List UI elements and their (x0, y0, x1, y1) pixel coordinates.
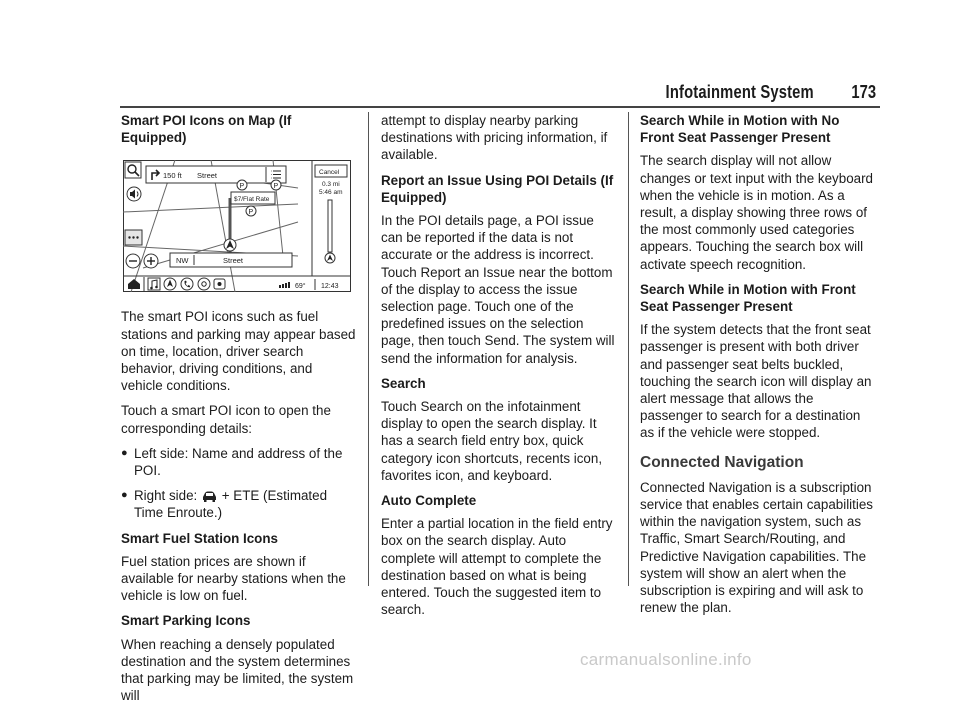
section-heading-connected-navigation: Connected Navigation (640, 453, 804, 471)
subheading-auto-complete: Auto Complete (381, 493, 477, 509)
zoom-out-icon[interactable] (126, 254, 140, 268)
paragraph: Connected Navigation is a subscription service that enables certain capabilities within the navigation system, such as Traffic, Smart Search/Routing, and Predictive Navigation capabilities. The system will show an alert when the subscription is expiring and will ask to renew the plan. (640, 479, 873, 616)
eta-time: 5:46 am (319, 189, 343, 197)
watermark: carmanualsonline.info (580, 650, 752, 669)
more-options-icon[interactable] (125, 230, 142, 245)
audio-speaker-icon[interactable] (127, 187, 141, 201)
parking-price-label[interactable] (231, 192, 275, 204)
nav-map-svg (123, 160, 351, 292)
paragraph: The smart POI icons such as fuel stations and parking may appear based on time, location, driver search behavior, driving conditions, and vehicle conditions. (121, 309, 356, 394)
eta-distance: 0.3 mi (322, 181, 340, 189)
parking-poi-icon[interactable] (271, 180, 281, 190)
paragraph: Enter a partial location in the field entry box on the search display. Auto complete will attempt to complete the destination based on what is being entered. Touch the suggested item to search. (381, 516, 613, 618)
svg-text:P: P (239, 183, 245, 191)
search-icon[interactable] (125, 162, 141, 178)
column-1 (121, 112, 357, 712)
maneuver-street: Street (197, 171, 218, 181)
trip-progress-bar (328, 200, 332, 252)
paragraph: In the POI details page, a POI issue can be reported if the data is not accurate or the address is incorrect. Touch Report an Issue near the bottom of the display to access the issue selection page. Touch one of the predefined issues on the selection page, then touch Send. The system will send the information for analysis. (381, 213, 615, 366)
column-2 (381, 112, 617, 626)
bullet-prefix: Right side: (134, 488, 198, 504)
parking-poi-icon[interactable] (246, 206, 256, 216)
music-icon[interactable] (148, 278, 160, 290)
temperature: 69° (295, 283, 306, 291)
subheading-front-passenger: Search While in Motion with Front Seat Passenger Present (640, 281, 856, 315)
subheading-report-issue: Report an Issue Using POI Details (If Equipped) (381, 172, 614, 205)
zoom-in-icon[interactable] (144, 254, 158, 268)
svg-text:P: P (273, 183, 279, 191)
page-header (0, 76, 880, 106)
column-3 (640, 112, 876, 624)
column-divider (368, 112, 369, 586)
maneuver-bar[interactable] (146, 166, 286, 183)
nav-map-illustration (123, 160, 351, 292)
parking-poi-icon[interactable] (237, 180, 247, 190)
paragraph: When reaching a densely populated destination and the system determines that parking may be limited, the system will (121, 636, 354, 704)
heading-label: NW (176, 256, 189, 266)
subheading-fuel: Smart Fuel Station Icons (121, 530, 278, 546)
vehicle-position-icon (224, 239, 236, 251)
maneuver-distance: 150 ft (163, 171, 182, 181)
subheading-parking: Smart Parking Icons (121, 613, 251, 629)
projection-icon[interactable] (198, 278, 210, 290)
bullet-suffix: + ETE (Estimated Time Enroute.) (134, 488, 328, 521)
car-icon (202, 490, 217, 502)
section-heading-smart-poi: Smart POI Icons on Map (If Equipped) (121, 113, 292, 146)
paragraph: The search display will not allow changes or text input with the keyboard when the vehicle is in motion. As a result, a display showing three rows of the most commonly used categories appears. Touching the search box will activate speech recognition. (640, 153, 873, 272)
camera-icon[interactable] (214, 279, 225, 289)
paragraph: Fuel station prices are shown if available for nearby stations when the vehicle is low on fuel. (121, 553, 346, 604)
svg-text:Cancel: Cancel (319, 169, 340, 177)
paragraph: If the system detects that the front seat passenger is present with both driver and passenger seat belts buckled, touching the search icon will display an alert message that allows the passenger to search for a destination as if the vehicle were stopped. (640, 322, 872, 441)
bullet-dot: ● (121, 446, 128, 459)
subheading-search: Search (381, 375, 426, 391)
bullet-dot: ● (121, 489, 128, 502)
current-street: Street (223, 256, 244, 266)
bullet-item (121, 445, 357, 479)
cancel-button[interactable] (315, 165, 347, 177)
svg-text:P: P (248, 209, 254, 217)
bullet-text: Left side: Name and address of the POI. (134, 445, 343, 479)
header-rule (120, 106, 880, 108)
phone-icon[interactable] (181, 278, 193, 290)
paragraph: attempt to display nearby parking destinations with pricing information, if available. (381, 113, 608, 163)
paragraph: Touch a smart POI icon to open the corresponding details: (121, 403, 331, 436)
header-title: Infotainment System (665, 82, 814, 102)
subheading-no-front-passenger: Search While in Motion with No Front Seat Passenger Present (640, 113, 840, 146)
trip-destination-icon (325, 253, 335, 263)
paragraph: Touch Search on the infotainment display to open the search display. It has a search field entry box, quick category icon shortcuts, recents icon, favorites icon, and keyboard. (381, 399, 603, 483)
navigation-icon[interactable] (164, 278, 176, 290)
bullet-item (121, 487, 357, 521)
column-divider (628, 112, 629, 586)
current-street-bar (170, 253, 292, 267)
svg-text:$7/Flat Rate: $7/Flat Rate (234, 196, 270, 204)
clock: 12:43 (321, 283, 339, 291)
page-number: 173 (851, 82, 876, 102)
